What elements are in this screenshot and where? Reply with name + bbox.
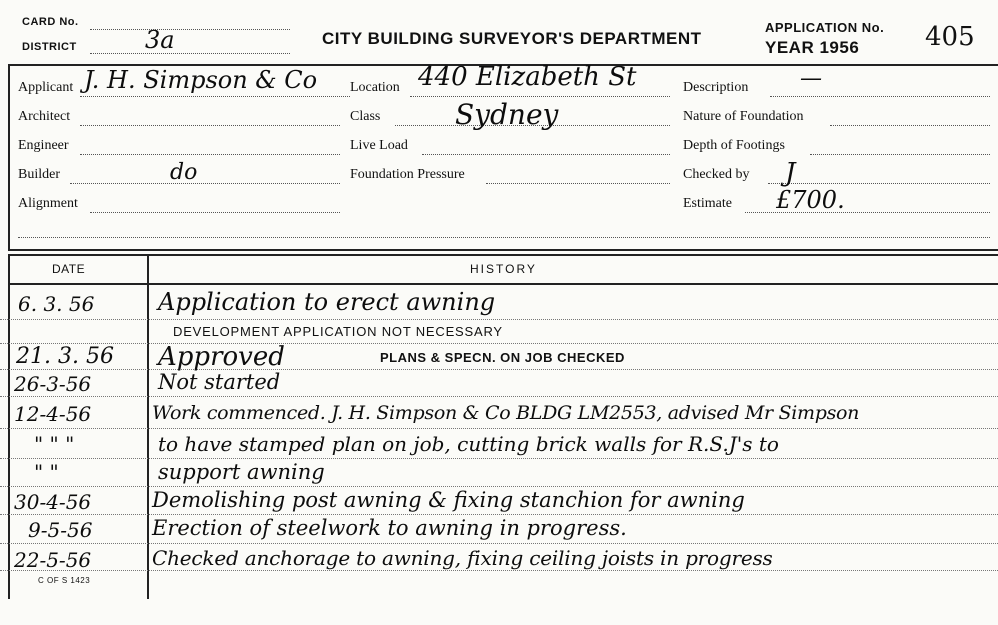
architect-line xyxy=(80,125,340,126)
description-label: Description xyxy=(683,80,749,95)
history-column-header: HISTORY xyxy=(470,262,537,276)
live-load-label: Live Load xyxy=(350,138,408,153)
builder-line xyxy=(70,183,340,184)
alignment-line xyxy=(90,212,340,213)
table-header-rule xyxy=(8,283,998,285)
live-load-line xyxy=(422,154,670,155)
table-row-history: Erection of steelwork to awning in progress. xyxy=(152,516,627,540)
row-line xyxy=(0,319,998,320)
foundation-pressure-line xyxy=(486,183,670,184)
table-row-history: to have stamped plan on job, cutting brick walls for R.S.J's to xyxy=(158,432,779,456)
year-label: YEAR 1956 xyxy=(765,38,860,57)
builder-value: do xyxy=(170,160,198,185)
row-line xyxy=(0,570,998,571)
fields-bottom-rule xyxy=(8,249,998,251)
date-column-divider xyxy=(147,254,149,599)
fields-left-border xyxy=(8,64,10,249)
row-line xyxy=(0,369,998,370)
applicant-value: J. H. Simpson & Co xyxy=(84,66,318,94)
table-row-date: 22-5-56 xyxy=(14,548,92,572)
row-line xyxy=(0,343,998,344)
row-line xyxy=(0,543,998,544)
table-row-history: Checked anchorage to awning, fixing ceiling joists in progress xyxy=(152,546,773,570)
depth-of-footings-label: Depth of Footings xyxy=(683,138,785,153)
location-label: Location xyxy=(350,80,400,95)
district-value: 3a xyxy=(145,26,175,54)
engineer-label: Engineer xyxy=(18,138,69,153)
class-value: Sydney xyxy=(455,98,559,131)
checked-by-label: Checked by xyxy=(683,167,750,182)
estimate-value: £700. xyxy=(776,186,845,214)
form-code: C OF S 1423 xyxy=(38,576,91,585)
table-row-date: 30-4-56 xyxy=(14,490,92,514)
description-value: — xyxy=(800,66,822,91)
location-line xyxy=(410,96,670,97)
checked-by-value: J xyxy=(785,158,796,188)
table-row-history: support awning xyxy=(158,460,325,484)
row-line xyxy=(0,514,998,515)
architect-label: Architect xyxy=(18,109,71,124)
table-row-history: Approved xyxy=(158,342,285,372)
alignment-label: Alignment xyxy=(18,196,78,211)
nature-of-foundation-label: Nature of Foundation xyxy=(683,109,804,124)
builder-label: Builder xyxy=(18,167,60,182)
table-row-date: 9-5-56 xyxy=(28,518,93,542)
table-row-date: 12-4-56 xyxy=(14,402,92,426)
table-top-rule xyxy=(8,254,998,256)
description-line xyxy=(770,96,990,97)
plans-checked-stamp: PLANS & SPECN. ON JOB CHECKED xyxy=(380,350,625,365)
applicant-line xyxy=(80,96,350,97)
nature-of-foundation-line xyxy=(830,125,990,126)
row-line xyxy=(0,396,998,397)
table-row-history: Not started xyxy=(158,370,281,394)
row-line xyxy=(0,486,998,487)
card-no-label: CARD No. xyxy=(22,16,79,28)
checked-by-line xyxy=(768,183,990,184)
engineer-line xyxy=(80,154,340,155)
foundation-pressure-label: Foundation Pressure xyxy=(350,167,465,182)
district-label: DISTRICT xyxy=(22,41,77,53)
development-stamp: DEVELOPMENT APPLICATION NOT NECESSARY xyxy=(173,324,503,339)
table-row-date: 26-3-56 xyxy=(14,372,92,396)
table-left-border xyxy=(8,254,10,599)
table-row-history: Work commenced. J. H. Simpson & Co BLDG LM2553, advised Mr Simpson xyxy=(152,402,860,424)
application-no-label: APPLICATION No. xyxy=(765,20,885,35)
location-value: 440 Elizabeth St xyxy=(418,62,637,92)
depth-of-footings-line xyxy=(810,154,990,155)
estimate-label: Estimate xyxy=(683,196,732,211)
fields-extra-line xyxy=(18,237,990,238)
table-row-history: Demolishing post awning & fixing stanchion for awning xyxy=(152,488,745,512)
table-row-history: Application to erect awning xyxy=(158,288,496,316)
class-label: Class xyxy=(350,109,381,124)
applicant-label: Applicant xyxy=(18,80,74,95)
department-title: CITY BUILDING SURVEYOR'S DEPARTMENT xyxy=(322,29,702,48)
table-row-date: " " xyxy=(34,460,59,484)
table-row-date: " " " xyxy=(34,432,75,456)
table-row-date: 6. 3. 56 xyxy=(18,292,95,316)
row-line xyxy=(0,428,998,429)
card-no-line xyxy=(90,29,290,30)
application-no-value: 405 xyxy=(925,22,975,52)
district-line xyxy=(90,53,290,54)
table-row-date: 21. 3. 56 xyxy=(16,344,114,369)
row-line xyxy=(0,458,998,459)
date-column-header: DATE xyxy=(52,262,86,276)
